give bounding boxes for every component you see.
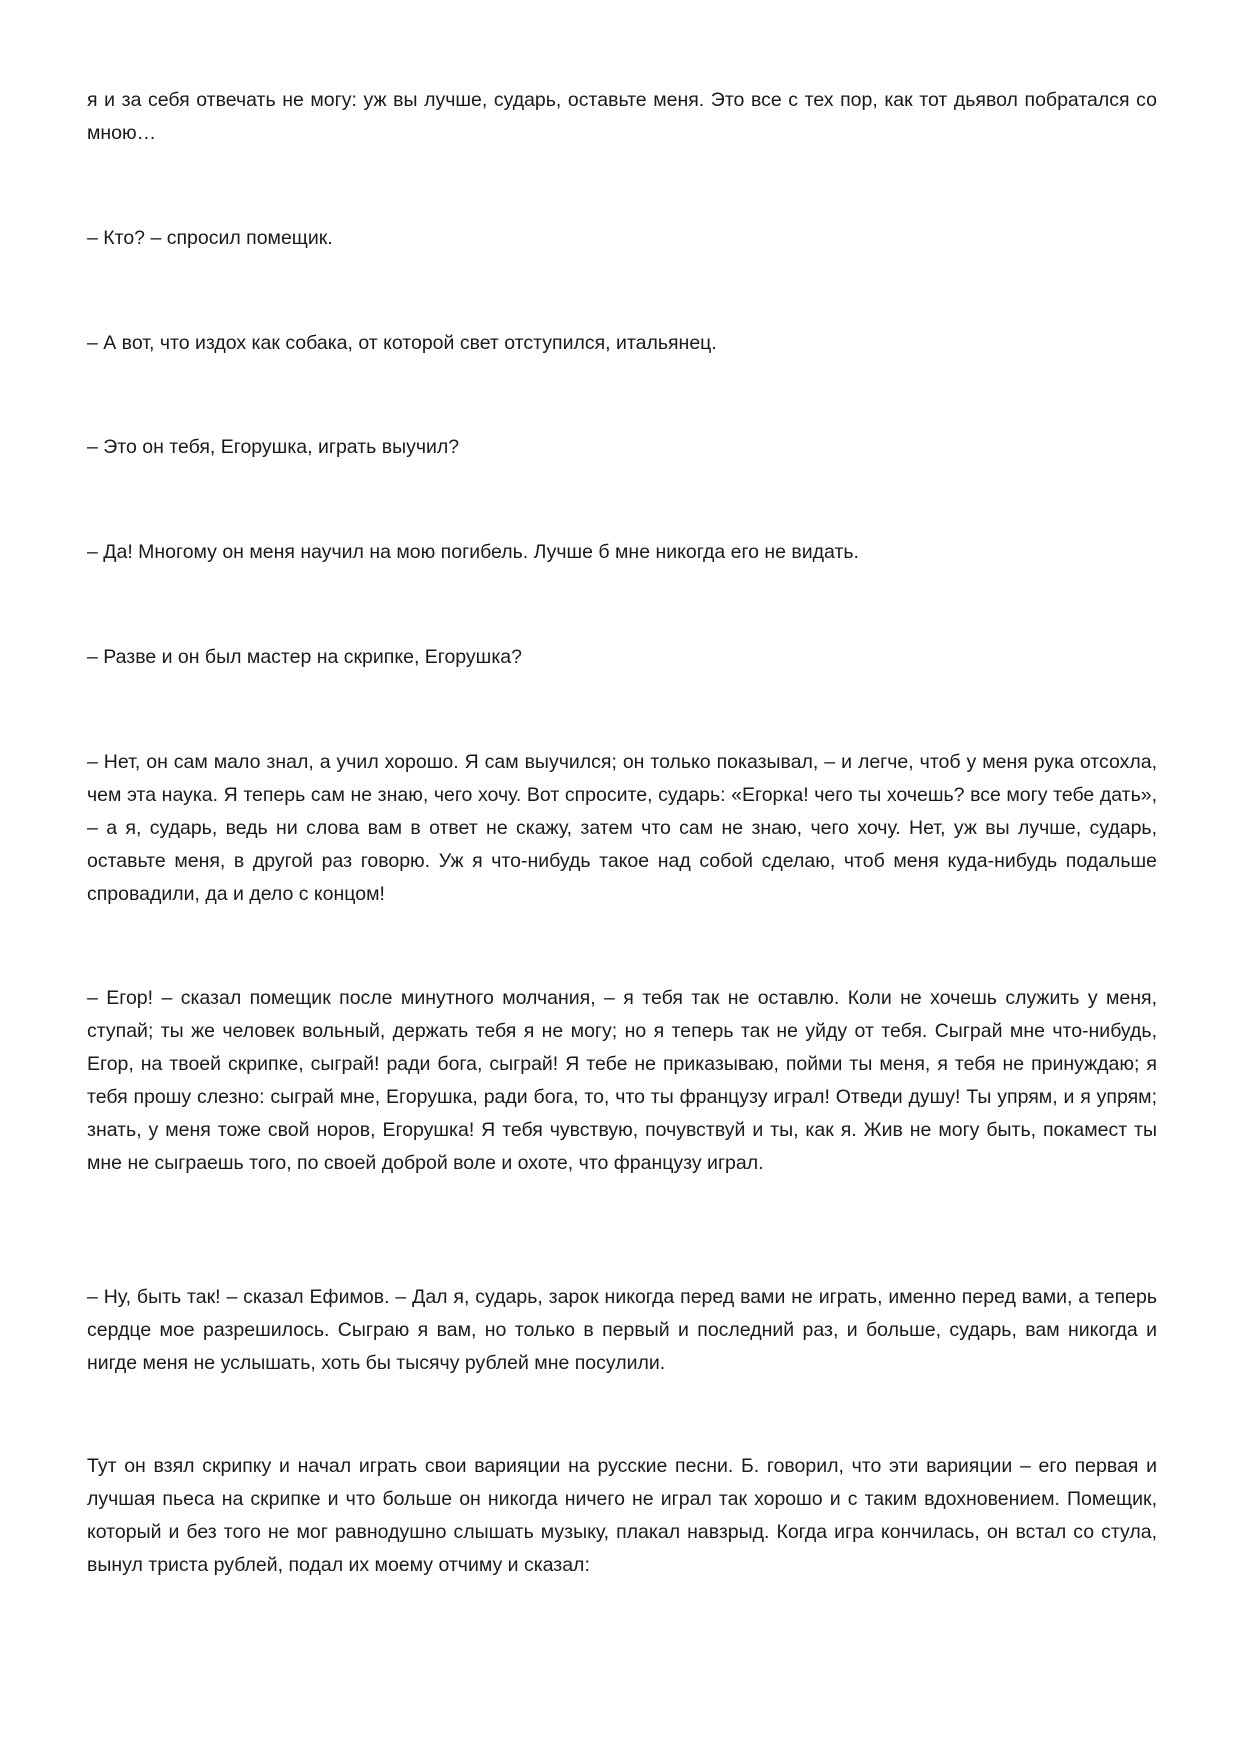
paragraph-9: – Ну, быть так! – сказал Ефимов. – Дал я, сударь, зарок никогда перед вами не играть, именно перед вами, а теперь сердце мое разрешилось. Сыграю я вам, но только в первый и последний раз, и больше, сударь, вам никогда и нигде меня не услышать, хоть бы тысячу рублей мне посулили. <box>87 1286 1157 1374</box>
paragraph-2: – Кто? – спросил помещик. <box>87 227 333 249</box>
paragraph-8: – Егор! – сказал помещик после минутного молчания, – я тебя так не оставлю. Коли не хочешь служить у меня, ступай; ты же человек вольный, держать тебя я не могу; но я теперь так не уйду от тебя. Сыграй мне что-нибудь, Егор, на твоей скрипке, сыграй! ради бога, сыграй! Я тебе не приказываю, пойми ты меня, я тебя не принуждаю; я тебя прошу слезно: сыграй мне, Егорушка, ради бога, то, что ты французу играл! Отведи душу! Ты упрям, и я упрям; знать, у меня тоже свой норов, Егорушка! Я тебя чувствую, почувствуй и ты, как я. Жив не могу быть, покамест ты мне не сыграешь того, по своей доброй воле и охоте, что французу играл. <box>87 987 1157 1174</box>
paragraph-4: – Это он тебя, Егорушка, играть выучил? <box>87 436 460 458</box>
paragraph-7: – Нет, он сам мало знал, а учил хорошо. Я сам выучился; он только показывал, – и легче, чтоб у меня рука отсохла, чем эта наука. Я теперь сам не знаю, чего хочу. Вот спросите, сударь: «Егорка! чего ты хочешь? все могу тебе дать», – а я, сударь, ведь ни слова вам в ответ не скажу, затем что сам не знаю, чего хочу. Нет, уж вы лучше, сударь, оставьте меня, в другой раз говорю. Уж я что-нибудь такое над собой сделаю, чтоб меня куда-нибудь подальше спровадили, да и дело с концом! <box>87 751 1157 905</box>
paragraph-6: – Разве и он был мастер на скрипке, Егорушка? <box>87 646 522 668</box>
paragraph-3: – А вот, что издох как собака, от которой свет отступился, итальянец. <box>87 332 717 354</box>
paragraph-10: Тут он взял скрипку и начал играть свои варияции на русские песни. Б. говорил, что эти варияции – его первая и лучшая пьеса на скрипке и что больше он никогда ничего не играл так хорошо и с таким вдохновением. Помещик, который и без того не мог равнодушно слышать музыку, плакал навзрыд. Когда игра кончилась, он встал со стула, вынул триста рублей, подал их моему отчиму и сказал: <box>87 1455 1157 1576</box>
paragraph-1: я и за себя отвечать не могу: уж вы лучше, сударь, оставьте меня. Это все с тех пор, как тот дьявол побратался со мною… <box>87 89 1157 144</box>
paragraph-5: – Да! Многому он меня научил на мою погибель. Лучше б мне никогда его не видать. <box>87 541 859 563</box>
